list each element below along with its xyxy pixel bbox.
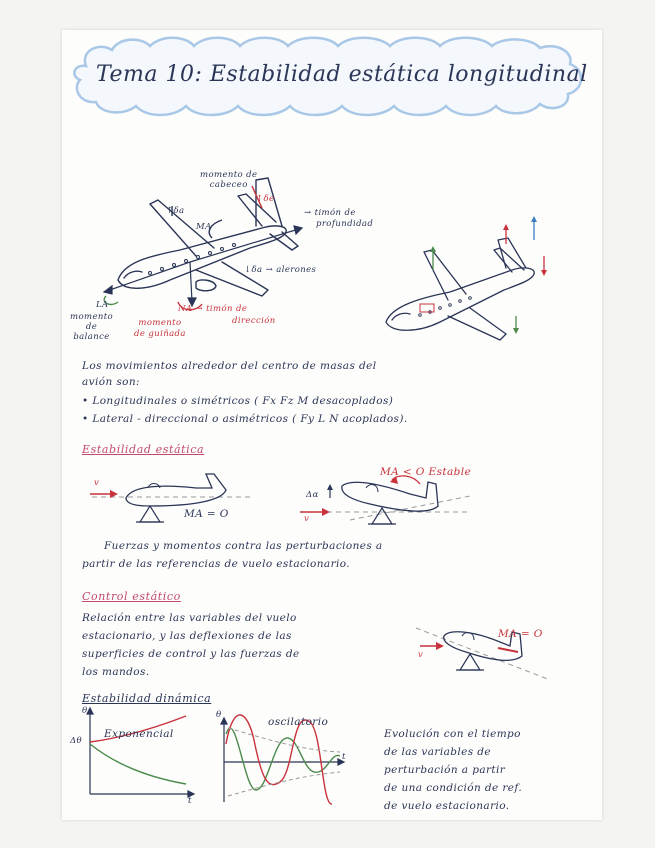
momento-balance-label: momento de balance — [70, 312, 114, 342]
intro-line-1: Los movimientos alrededor del centro de masas del — [82, 360, 377, 372]
oscillatory-label: oscilatorio — [268, 716, 329, 728]
na-label: NA → timón de — [178, 304, 248, 314]
dyn-axis-y-left: θ — [82, 706, 88, 716]
timon-profundidad-label: → timón de profundidad — [304, 208, 374, 229]
static-text-line-2: partir de las referencias de vuelo estacionario. — [82, 558, 351, 570]
direccion-label: dirección — [232, 316, 276, 326]
momento-cabeceo-label: momento de cabeceo — [200, 170, 258, 190]
dyn-text-line-1: Evolución con el tiempo — [384, 728, 521, 740]
intro-line-3: • Longitudinales o simétricos ( Fx Fz M desacoplados) — [82, 395, 394, 407]
dyn-axis-y-right: θ — [216, 710, 222, 720]
la-label: LA — [96, 300, 109, 310]
control-text-line-4: los mandos. — [82, 666, 150, 678]
dyn-axis-x-left: t — [188, 796, 192, 806]
momento-guinada-label: momento de guiñada — [134, 318, 186, 339]
dynamic-stability-heading: Estabilidad dinámica — [82, 692, 212, 705]
static-text-line-1: Fuerzas y momentos contra las perturbaciones a — [104, 540, 383, 552]
ma-label: MA — [196, 222, 212, 232]
static-ma-zero: MA = O — [184, 508, 229, 520]
dyn-text-line-2: de las variables de — [384, 746, 492, 758]
dyn-axis-x-right: t — [342, 752, 346, 762]
intro-line-2: avión son: — [82, 376, 140, 388]
control-text-line-1: Relación entre las variables del vuelo — [82, 612, 297, 624]
alerones-label: ↓δa → alerones — [244, 265, 317, 275]
exponential-label: Exponencial — [104, 728, 174, 740]
dyn-delta-theta: Δθ — [70, 736, 83, 746]
page-title: Tema 10: Estabilidad estática longitudinal — [96, 62, 588, 87]
control-ma-zero: MA = O — [498, 628, 543, 640]
delta-a-top-label: ↑δa — [166, 206, 185, 216]
static-ma-negative: MA < O Estable — [380, 466, 472, 478]
control-velocity: v — [418, 650, 424, 660]
static-velocity-right: v — [304, 514, 310, 524]
control-text-line-3: superficies de control y las fuerzas de — [82, 648, 300, 660]
static-stability-heading: Estabilidad estática — [82, 443, 205, 456]
dyn-text-line-5: de vuelo estacionario. — [384, 800, 510, 812]
dyn-text-line-4: de una condición de ref. — [384, 782, 523, 794]
static-velocity-left: v — [94, 478, 100, 488]
static-control-heading: Control estático — [82, 590, 181, 603]
delta-e-label: ↑δe — [256, 194, 275, 204]
control-text-line-2: estacionario, y las deflexiones de las — [82, 630, 292, 642]
dyn-text-line-3: perturbación a partir — [384, 764, 506, 776]
intro-line-4: • Lateral - direccional o asimétricos ( Fy L N acoplados). — [82, 413, 408, 425]
static-delta-alpha: Δα — [306, 490, 319, 500]
